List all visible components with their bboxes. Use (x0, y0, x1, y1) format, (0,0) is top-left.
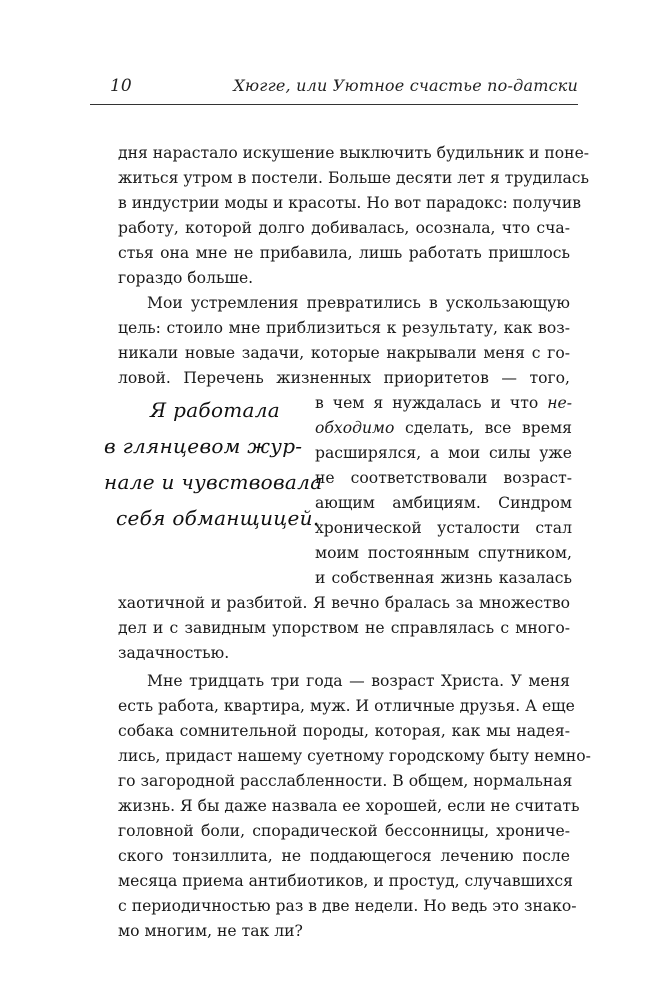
page-header (90, 76, 578, 108)
wrapped-text: сделать, все время (405, 419, 572, 437)
body-line: в индустрии моды и красоты. Но вот парадокс: получив (118, 194, 582, 212)
page-number: 10 (110, 76, 132, 96)
body-line: собака сомнительной породы, которая, как мы надея- (118, 722, 570, 740)
body-line: хаотичной и разбитой. Я вечно бралась за множество (118, 594, 570, 612)
wrapped-line: расширялся, а мои силы уже (315, 444, 572, 462)
body-line: Мои устремления превратились в ускользающую (147, 294, 570, 312)
pull-quote-line: в глянцевом жур- (104, 434, 303, 458)
body-line: никали новые задачи, которые накрывали меня с го- (118, 344, 570, 362)
pull-quote (104, 398, 323, 538)
body-line: ловой. Перечень жизненных приоритетов — того, (118, 369, 570, 387)
body-line: стья она мне не прибавила, лишь работать пришлось (118, 244, 570, 262)
body-line: Мне тридцать три года — возраст Христа. У меня (147, 672, 570, 690)
header-rule (90, 104, 578, 105)
pull-quote-line: себя обманщицей. (116, 506, 320, 530)
wrapped-line: ающим амбициям. Синдром (315, 494, 572, 512)
body-line: месяца приема антибиотиков, и простуд, случавшихся (118, 872, 573, 890)
body-line: дел и с завидным упорством не справлялась с много- (118, 619, 570, 637)
pull-quote-line: нале и чувствовала (104, 470, 323, 494)
wrapped-line (315, 396, 572, 412)
body-line: работу, которой долго добивалась, осознала, что сча- (118, 219, 570, 237)
body-line: гораздо больше. (118, 269, 254, 287)
pull-quote-line: Я работала (150, 398, 281, 422)
emphasis-text: не- (547, 394, 572, 412)
emphasis-text: обходимо (315, 419, 395, 437)
wrapped-line (315, 421, 572, 437)
body-line: ского тонзиллита, не поддающегося лечению после (118, 847, 570, 865)
body-line: житься утром в постели. Больше десяти лет я трудилась (118, 169, 589, 187)
body-line: с периодичностью раз в две недели. Но ведь это знако- (118, 897, 577, 915)
body-line: жизнь. Я бы даже назвала ее хорошей, если не считать (118, 797, 580, 815)
wrapped-line: моим постоянным спутником, (315, 544, 572, 562)
wrapped-line: хронической усталости стал (315, 519, 572, 537)
body-line: мо многим, не так ли? (118, 922, 303, 940)
wrapped-line: и собственная жизнь казалась (315, 569, 572, 587)
body-line: цель: стоило мне приблизиться к результату, как воз- (118, 319, 570, 337)
body-line: дня нарастало искушение выключить будильник и поне- (118, 144, 590, 162)
body-line: есть работа, квартира, муж. И отличные друзья. А еще (118, 697, 575, 715)
body-line: головной боли, спорадической бессонницы, хрониче- (118, 822, 570, 840)
wrapped-text: в чем я нуждалась и что (315, 394, 539, 412)
body-line: задачностью. (118, 644, 230, 662)
body-line: лись, придаст нашему суетному городскому быту немно- (118, 747, 591, 765)
running-title: Хюгге, или Уютное счастье по-датски (233, 76, 578, 95)
wrapped-line: не соответствовали возраст- (315, 469, 572, 487)
body-line: го загородной расслабленности. В общем, нормальная (118, 772, 573, 790)
